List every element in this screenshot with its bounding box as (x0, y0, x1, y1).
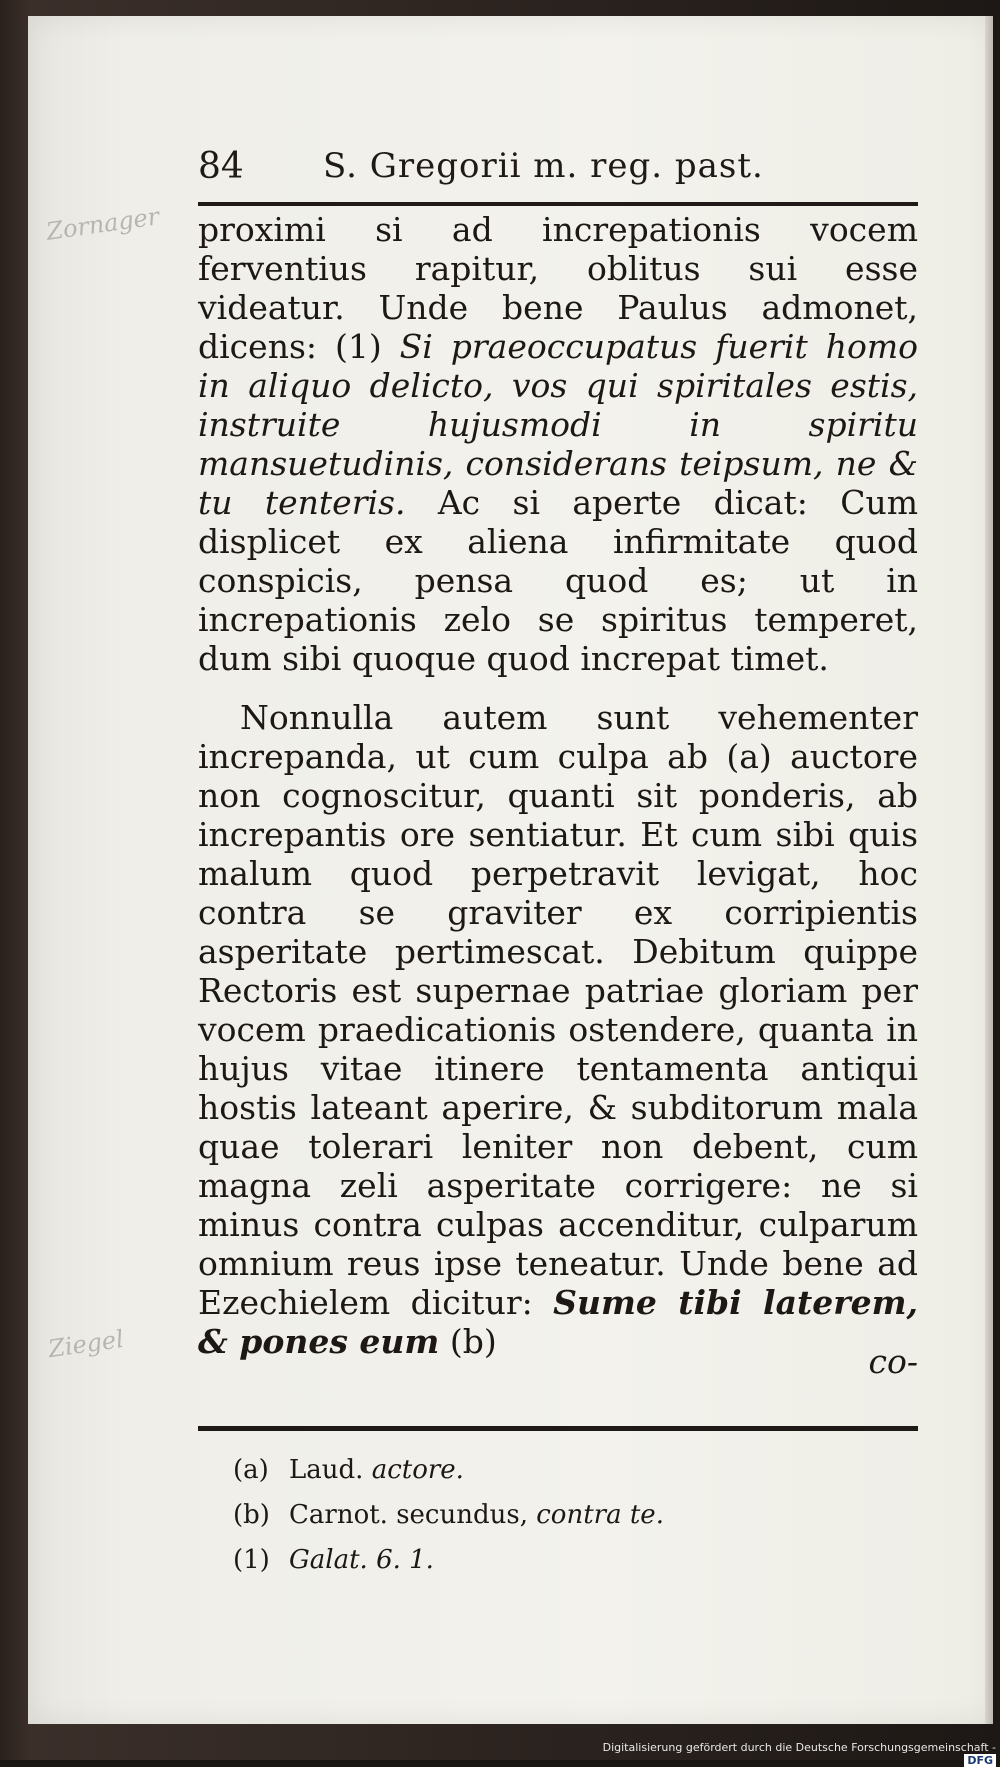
paragraph-1-part-a: proximi si ad increpationis vocem ferventius rapitur, oblitus sui esse videatur. Unde bene Paulus admonet, dicens: (1) (198, 210, 918, 366)
paragraph-1-part-c: Ac si aperte dicat: Cum displicet ex aliena infirmitate quod conspicis, pensa quod es; ut in increpationis zelo se spiritus temperet, dum sibi quoque quod increpat timet. (198, 483, 918, 678)
margin-note-top: Zornager (44, 202, 161, 246)
footnotes (233, 1448, 873, 1583)
footnote-a (233, 1448, 873, 1493)
main-text (198, 210, 918, 1381)
quotation-ezekiel: Sume tibi laterem, & pones eum (198, 1283, 918, 1361)
footnote-text: Laud. (289, 1455, 372, 1485)
footnote-italic: actore. (371, 1455, 464, 1485)
digitization-attribution (598, 1741, 996, 1767)
paragraph-2-part-c: (b) (439, 1322, 497, 1361)
catchword: co- (868, 1342, 918, 1381)
header-rule (198, 202, 918, 206)
page-edge (985, 16, 993, 1724)
footnote-mark: (1) (233, 1545, 270, 1575)
footnote-text: Carnot. secundus, (289, 1500, 537, 1530)
margin-note-bottom: Ziegel (46, 1324, 126, 1364)
footnote-mark: (a) (233, 1455, 269, 1485)
quotation-galatians: Si praeoccupatus fuerit homo in aliquo delicto, vos qui spiritales estis, instruite hujusmodi in spiritu mansuetudinis, considerans teipsum, ne & tu tenteris. (198, 327, 918, 522)
page-number: 84 (198, 146, 244, 187)
footnote-b (233, 1493, 873, 1538)
footnote-italic: Galat. 6. 1. (289, 1545, 434, 1575)
footnote-rule (198, 1426, 918, 1431)
footnote-mark: (b) (233, 1500, 270, 1530)
paragraph-2 (198, 698, 918, 1361)
page-header (198, 146, 918, 196)
dfg-logo: DFG (964, 1754, 996, 1767)
running-head: S. Gregorii m. reg. past. (323, 146, 764, 186)
paragraph-1 (198, 210, 918, 678)
paragraph-2-part-a: Nonnulla autem sunt vehementer increpanda, ut cum culpa ab (a) auctore non cognoscitur, quanti sit ponderis, ab increpantis ore sentiatur. Et cum sibi quis malum quod perpetravit levigat, hoc contra se graviter ex corripientis asperitate pertimescat. Debitum quippe Rectoris est supernae patriae gloriam per vocem praedicationis ostendere, quanta in hujus vitae itinere tentamenta antiqui hostis lateant aperire, & subditorum mala quae tolerari leniter non debent, cum magna zeli asperitate corrigere: ne si minus contra culpas accenditur, culparum omnium reus ipse teneatur. Unde bene ad Ezechielem dicitur: (198, 698, 918, 1322)
attribution-text: Digitalisierung gefördert durch die Deutsche Forschungsgemeinschaft - (602, 1741, 996, 1754)
footnote-1 (233, 1538, 873, 1583)
footnote-italic: contra te. (536, 1500, 664, 1530)
